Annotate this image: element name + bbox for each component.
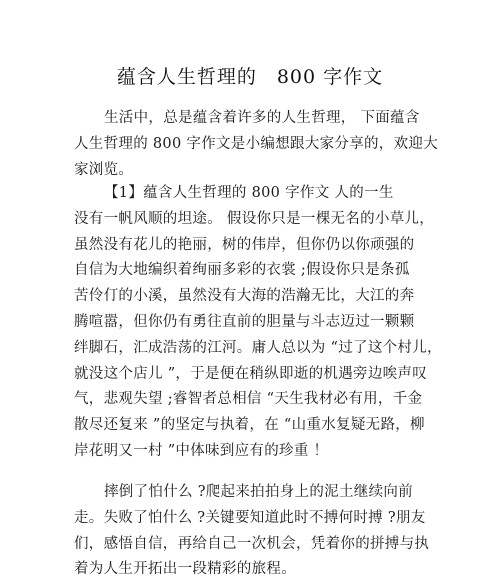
paragraph-line: 家浏览。	[74, 161, 134, 178]
paragraph-line: 没有一帆风顺的坦途。 假设你只是一棵无名的小草儿，	[74, 210, 435, 227]
paragraph-line: 摔倒了怕什么 ?爬起来拍拍身上的泥土继续向前	[104, 484, 413, 500]
paragraph-line: 自信为大地编织着绚丽多彩的衣裳 ;假设你只是条孤	[74, 262, 410, 279]
paragraph-line: 岸花明又一村 ”中体味到应有的珍重 ！	[74, 442, 329, 459]
paragraph-line: 生活中，总是蕴含着许多的人生哲理， 下面蕴含	[104, 110, 420, 126]
paragraph-line: 着为人生开拓出一段精彩的旅程。	[74, 561, 296, 578]
paragraph-line: 腾喧嚣，但你仍有勇往直前的胆量与斗志迈过一颗颗	[74, 313, 415, 330]
paragraph-line: 走。失败了怕什么 ?关键要知道此时不搏何时搏 ?朋友	[74, 509, 426, 526]
paragraph-line: 绊脚石，汇成浩荡的江河。庸人总以为 “过了这个村儿，	[74, 339, 442, 356]
paragraph-line: 虽然没有花儿的艳丽，树的伟岸，但你仍以你顽强的	[74, 236, 415, 253]
paragraph-line: 【1】蕴含人生哲理的 800 字作文 人的一生	[104, 185, 394, 201]
paragraph-line: 们，感悟自信，再给自己一次机会，凭着你的拼搏与执	[74, 535, 430, 552]
closing-paragraph	[74, 480, 434, 583]
page-title: 蕴含人生哲理的 800 字作文	[116, 66, 384, 88]
paragraph-line: 散尽还复来 ”的坚定与执着，在 “山重水复疑无路，柳	[74, 417, 425, 434]
paragraph-line: 就没这个店儿 ”，于是便在稍纵即逝的机遇旁边唉声叹	[74, 365, 428, 382]
paragraph-line: 人生哲理的 800 字作文是小编想跟大家分享的，欢迎大	[74, 135, 438, 152]
essay-paragraph	[74, 181, 442, 465]
paragraph-line: 苦伶仃的小溪，虽然没有大海的浩瀚无比，大江的奔	[74, 288, 415, 305]
paragraph-line: 气，悲观失望 ;睿智者总相信 “天生我材必有用，千金	[74, 391, 423, 408]
intro-paragraph	[74, 106, 438, 183]
